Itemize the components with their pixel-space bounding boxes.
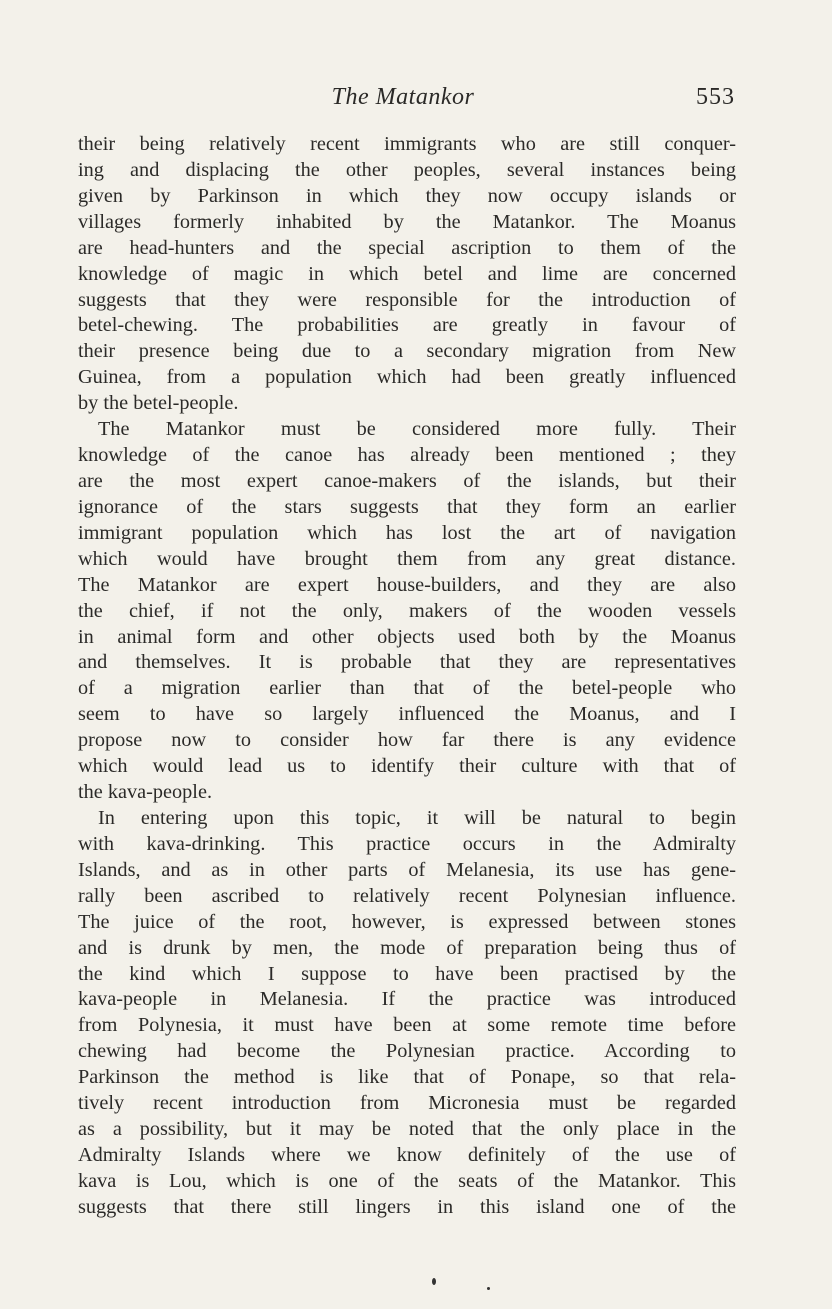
text-line: tively recent introduction from Micronesia must be regarded	[78, 1092, 736, 1115]
text-line: suggests that they were responsible for the introduction of	[78, 288, 736, 311]
text-line: betel-chewing. The probabilities are greatly in favour of	[78, 314, 736, 337]
text-line: as a possibility, but it may be noted that the only place in the	[78, 1118, 736, 1141]
text-line: the kind which I suppose to have been practised by the	[78, 962, 736, 985]
text-line: given by Parkinson in which they now occupy islands or	[78, 184, 736, 207]
text-line: The juice of the root, however, is expressed between stones	[78, 910, 736, 933]
text-line: kava is Lou, which is one of the seats of the Matankor. This	[78, 1169, 736, 1192]
running-head-title: The Matankor	[331, 84, 475, 110]
text-line: which would lead us to identify their culture with that of	[78, 755, 736, 778]
text-line: suggests that there still lingers in this island one of the	[78, 1195, 736, 1218]
text-line: and themselves. It is probable that they are representatives	[78, 651, 736, 674]
text-line: kava-people in Melanesia. If the practice was introduced	[78, 988, 736, 1011]
text-line: seem to have so largely influenced the Moanus, and I	[78, 703, 736, 726]
text-line: immigrant population which has lost the art of navigation	[78, 521, 736, 544]
scan-speck	[487, 1287, 490, 1290]
text-line: of a migration earlier than that of the betel-people who	[78, 677, 736, 700]
text-line: are head-hunters and the special ascription to them of the	[78, 236, 736, 259]
text-line: the chief, if not the only, makers of the wooden vessels	[78, 599, 736, 622]
text-line: and is drunk by men, the mode of preparation being thus of	[78, 936, 736, 959]
text-line: Parkinson the method is like that of Ponape, so that rela-	[78, 1066, 736, 1089]
text-line: chewing had become the Polynesian practice. According to	[78, 1040, 736, 1063]
text-line: knowledge of the canoe has already been mentioned ; they	[78, 444, 736, 467]
text-line: Admiralty Islands where we know definitely of the use of	[78, 1143, 736, 1166]
text-line: Islands, and as in other parts of Melanesia, its use has gene-	[78, 858, 736, 881]
text-line: with kava-drinking. This practice occurs in the Admiralty	[78, 832, 736, 855]
text-line: by the betel-people.	[78, 392, 239, 415]
text-line: propose now to consider how far there is any evidence	[78, 729, 736, 752]
text-line: knowledge of magic in which betel and lime are concerned	[78, 262, 736, 285]
scan-speck	[432, 1278, 436, 1285]
text-line: their presence being due to a secondary migration from New	[78, 340, 736, 363]
text-line: rally been ascribed to relatively recent Polynesian influence.	[78, 884, 736, 907]
text-line: villages formerly inhabited by the Matankor. The Moanus	[78, 210, 736, 233]
text-line: their being relatively recent immigrants who are still conquer-	[78, 133, 736, 155]
text-line: ignorance of the stars suggests that they form an earlier	[78, 495, 736, 518]
text-line: the kava-people.	[78, 781, 213, 804]
body-text	[78, 132, 736, 1221]
text-line: In entering upon this topic, it will be natural to begin	[98, 806, 736, 829]
page-number: 553	[696, 84, 735, 110]
text-line: are the most expert canoe-makers of the islands, but their	[78, 469, 736, 492]
text-line: The Matankor must be considered more fully. Their	[98, 418, 736, 441]
text-line: The Matankor are expert house-builders, and they are also	[78, 573, 736, 596]
running-head	[0, 84, 832, 116]
text-line: from Polynesia, it must have been at some remote time before	[78, 1014, 736, 1037]
text-line: Guinea, from a population which had been greatly influenced	[78, 366, 736, 389]
text-line: which would have brought them from any great distance.	[78, 547, 736, 570]
text-line: in animal form and other objects used both by the Moanus	[78, 625, 736, 648]
text-line: ing and displacing the other peoples, several instances being	[78, 158, 736, 181]
